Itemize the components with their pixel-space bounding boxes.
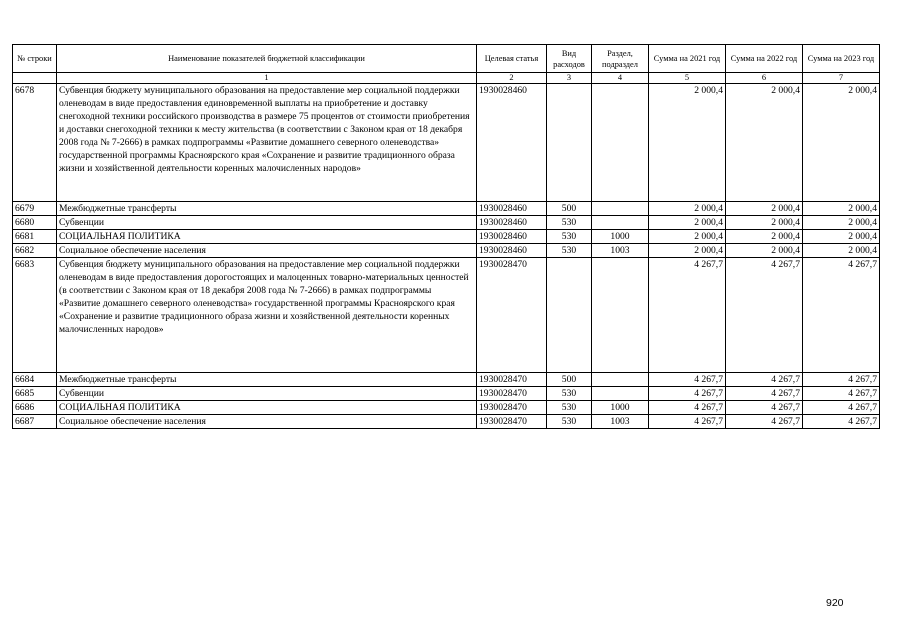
column-number: 2	[477, 73, 547, 84]
row-target-article: 1930028470	[477, 401, 547, 415]
row-sum-2021: 4 267,7	[649, 415, 726, 429]
row-sum-2022: 2 000,4	[726, 84, 803, 202]
row-sum-2022: 4 267,7	[726, 401, 803, 415]
row-section	[592, 258, 649, 373]
row-target-article: 1930028470	[477, 373, 547, 387]
header-sum-2022: Сумма на 2022 год	[726, 45, 803, 73]
row-sum-2022: 2 000,4	[726, 244, 803, 258]
row-number: 6681	[13, 230, 57, 244]
row-number: 6684	[13, 373, 57, 387]
row-target-article: 1930028460	[477, 216, 547, 230]
row-sum-2021: 2 000,4	[649, 244, 726, 258]
column-number: 6	[726, 73, 803, 84]
row-number: 6680	[13, 216, 57, 230]
row-target-article: 1930028470	[477, 258, 547, 373]
row-section	[592, 373, 649, 387]
page-number: 920	[826, 597, 844, 609]
row-number: 6678	[13, 84, 57, 202]
row-target-article: 1930028460	[477, 84, 547, 202]
row-sum-2023: 4 267,7	[803, 415, 880, 429]
row-sum-2022: 2 000,4	[726, 216, 803, 230]
row-name: СОЦИАЛЬНАЯ ПОЛИТИКА	[57, 401, 477, 415]
row-name: Субвенции	[57, 387, 477, 401]
table-row	[13, 84, 880, 202]
row-name: Субвенции	[57, 216, 477, 230]
header-section: Раздел, подраздел	[592, 45, 649, 73]
column-number: 1	[57, 73, 477, 84]
row-target-article: 1930028460	[477, 244, 547, 258]
row-sum-2021: 2 000,4	[649, 216, 726, 230]
row-sum-2022: 4 267,7	[726, 373, 803, 387]
row-expense-type: 530	[547, 230, 592, 244]
row-sum-2021: 2 000,4	[649, 84, 726, 202]
row-sum-2021: 4 267,7	[649, 258, 726, 373]
row-name: Межбюджетные трансферты	[57, 202, 477, 216]
row-expense-type: 530	[547, 244, 592, 258]
row-sum-2022: 4 267,7	[726, 258, 803, 373]
row-section	[592, 202, 649, 216]
row-sum-2021: 2 000,4	[649, 202, 726, 216]
row-section: 1003	[592, 415, 649, 429]
row-sum-2022: 2 000,4	[726, 202, 803, 216]
row-sum-2021: 2 000,4	[649, 230, 726, 244]
row-section: 1000	[592, 401, 649, 415]
column-number: 4	[592, 73, 649, 84]
table-row	[13, 258, 880, 373]
column-number: 3	[547, 73, 592, 84]
row-target-article: 1930028470	[477, 387, 547, 401]
row-number: 6687	[13, 415, 57, 429]
row-name: Субвенция бюджету муниципального образования на предоставление мер социальной поддержки оленеводам в виде предоставления единовременной выплаты на приобретение и доставку снегоходной техники российского производства в размере 75 процентов от стоимости приобретения и доставки снегоходной техники к месту жительства (в соответствии с Законом края от 18 декабря 2008 года № 7-2666) в рамках подпрограммы «Развитие домашнего северного оленеводства» государственной программы Красноярского края «Сохранение и развитие традиционного образа жизни и хозяйственной деятельности коренных малочисленных народов»	[57, 84, 477, 202]
budget-table	[12, 44, 880, 429]
row-name: Социальное обеспечение населения	[57, 415, 477, 429]
row-expense-type: 500	[547, 373, 592, 387]
table-row	[13, 373, 880, 387]
header-name: Наименование показателей бюджетной классификации	[57, 45, 477, 73]
row-expense-type: 530	[547, 216, 592, 230]
row-sum-2022: 4 267,7	[726, 415, 803, 429]
table-row	[13, 387, 880, 401]
row-section	[592, 387, 649, 401]
row-expense-type: 530	[547, 387, 592, 401]
row-sum-2023: 2 000,4	[803, 84, 880, 202]
row-target-article: 1930028460	[477, 230, 547, 244]
row-expense-type	[547, 84, 592, 202]
header-expense-type: Вид расходов	[547, 45, 592, 73]
row-sum-2023: 4 267,7	[803, 373, 880, 387]
row-section	[592, 84, 649, 202]
row-sum-2022: 4 267,7	[726, 387, 803, 401]
row-sum-2023: 2 000,4	[803, 230, 880, 244]
row-sum-2023: 2 000,4	[803, 216, 880, 230]
row-name: Социальное обеспечение населения	[57, 244, 477, 258]
row-number: 6685	[13, 387, 57, 401]
row-number: 6683	[13, 258, 57, 373]
row-number: 6679	[13, 202, 57, 216]
row-sum-2023: 4 267,7	[803, 401, 880, 415]
row-sum-2023: 4 267,7	[803, 258, 880, 373]
table-row	[13, 244, 880, 258]
column-number	[13, 73, 57, 84]
row-section: 1000	[592, 230, 649, 244]
table-row	[13, 230, 880, 244]
table-row	[13, 415, 880, 429]
row-sum-2021: 4 267,7	[649, 401, 726, 415]
column-number: 7	[803, 73, 880, 84]
row-expense-type: 530	[547, 401, 592, 415]
column-number: 5	[649, 73, 726, 84]
row-target-article: 1930028460	[477, 202, 547, 216]
header-target-article: Целевая статья	[477, 45, 547, 73]
row-expense-type: 500	[547, 202, 592, 216]
row-sum-2021: 4 267,7	[649, 387, 726, 401]
row-section	[592, 216, 649, 230]
table-row	[13, 401, 880, 415]
row-section: 1003	[592, 244, 649, 258]
header-sum-2021: Сумма на 2021 год	[649, 45, 726, 73]
table-row	[13, 216, 880, 230]
table-row	[13, 202, 880, 216]
row-expense-type: 530	[547, 415, 592, 429]
row-expense-type	[547, 258, 592, 373]
row-sum-2023: 2 000,4	[803, 202, 880, 216]
row-sum-2022: 2 000,4	[726, 230, 803, 244]
row-sum-2023: 4 267,7	[803, 387, 880, 401]
row-target-article: 1930028470	[477, 415, 547, 429]
row-name: СОЦИАЛЬНАЯ ПОЛИТИКА	[57, 230, 477, 244]
row-name: Субвенция бюджету муниципального образования на предоставление мер социальной поддержки оленеводам в виде предоставления дорогостоящих и малоценных товарно-материальных ценностей (в соответствии с Законом края от 18 декабря 2008 года № 7-2666) в рамках подпрограммы «Развитие домашнего северного оленеводства» государственной программы Красноярского края «Сохранение и развитие традиционного образа жизни и хозяйственной деятельности коренных малочисленных народов»	[57, 258, 477, 373]
header-sum-2023: Сумма на 2023 год	[803, 45, 880, 73]
header-row	[13, 45, 880, 73]
row-number: 6682	[13, 244, 57, 258]
row-name: Межбюджетные трансферты	[57, 373, 477, 387]
column-number-row	[13, 73, 880, 84]
header-row-number: № строки	[13, 45, 57, 73]
row-number: 6686	[13, 401, 57, 415]
row-sum-2021: 4 267,7	[649, 373, 726, 387]
row-sum-2023: 2 000,4	[803, 244, 880, 258]
